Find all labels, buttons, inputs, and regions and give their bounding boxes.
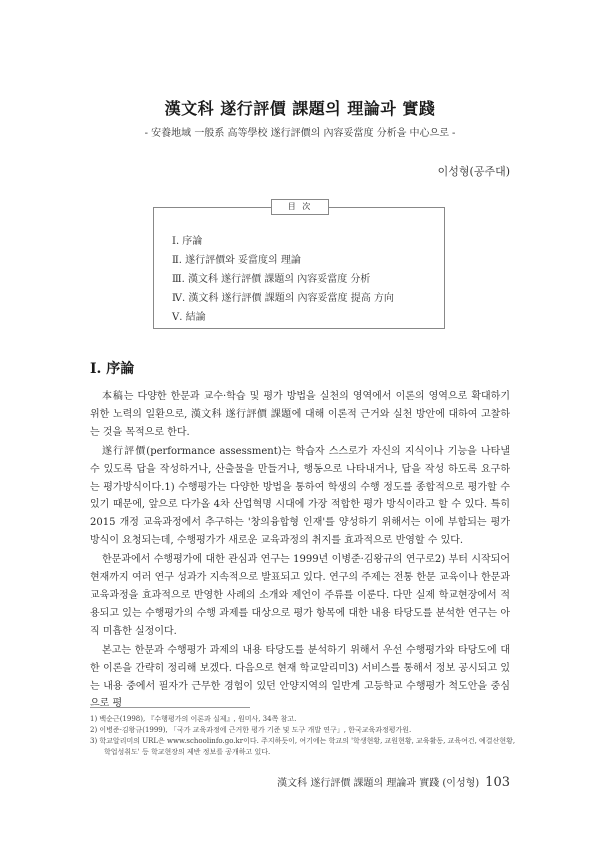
toc-item: Ⅲ. 漢文科 遂行評價 課題의 內容妥當度 分析 [172,274,371,285]
toc-item: Ⅴ. 結論 [172,312,206,323]
table-of-contents [153,202,445,329]
toc-item: Ⅳ. 漢文科 遂行評價 課題의 內容妥當度 提高 方向 [172,293,394,304]
paragraph: 한문과에서 수행평가에 대한 관심과 연구는 1999년 이병준·김왕규의 연구로2) 부터 시작되어 현재까지 여러 연구 성과가 지속적으로 발표되고 있다. 연구의 주제는 전통 한문 교육이나 한문과 교육과정을 효과적으로 반영한 사례의 소개와 제언이 주류를 이룬다. 다만 실제 학교현장에서 적용되고 있는 수행평가의 수행 과제를 대상으로 평가 항목에 대한 내용 타당도를 분석한 연구는 아직 미흡한 실정이다. [90,554,510,637]
footnotes [90,714,520,758]
footnote: 2) 이병준·김왕규(1999), 「국가 교육과정에 근거한 평가 기준 및 도구 개발 연구」, 한국교육과정평가원. [90,726,412,734]
footnote-divider [90,707,250,708]
running-title: 漢文科 遂行評價 課題의 理論과 實踐 (이성형) [277,778,480,789]
toc-list [172,232,394,327]
toc-heading: 目 次 [271,199,329,215]
body-text [90,388,510,714]
author-name: 이성형(공주대) [437,165,510,178]
toc-item: Ⅱ. 遂行評價와 妥當度의 理論 [172,255,301,266]
paragraph: 本稿는 다양한 한문과 교수·학습 및 평가 방법을 실천의 영역에서 이론의 영역으로 확대하기 위한 노력의 일환으로, 漢文科 遂行評價 課題에 대해 이론적 근거와 실천 방안에 대하여 고찰하는 것을 목적으로 한다. [90,391,510,438]
section-heading: Ⅰ. 序論 [90,361,135,377]
paper-title: 漢文科 遂行評價 課題의 理論과 實踐 [164,99,436,118]
toc-item: Ⅰ. 序論 [172,236,203,247]
footnote: 1) 백순근(1998), 『수행평가의 이론과 실제』, 원미사, 34쪽 참고. [90,715,297,723]
running-footer [277,774,510,790]
paragraph: 遂行評價(performance assessment)는 학습자 스스로가 자신의 지식이나 기능을 나타낼 수 있도록 답을 작성하거나, 산출물을 만들거나, 행동으로 나타내거나, 답을 작성 하도록 요구하는 평가방식이다.1) 수행평가는 다양한 방법을 통하여 학생의 수행 정도를 종합적으로 평가할 수 있기 때문에, 앞으로 다가올 4차 산업혁명 시대에 가장 적합한 평가 방식이라고 할 수 있다. 특히 2015 개정 교육과정에서 추구하는 '창의융합형 인재'를 양성하기 위해서는 이에 부합되는 평가방식이 요청되는데, 수행평가가 새로운 교육과정의 취지를 효과적으로 반영할 수 있다. [90,445,510,547]
paper-subtitle: - 安養地域 一般系 高等學校 遂行評價의 內容妥當度 分析을 中心으로 - [144,128,456,139]
paragraph: 본고는 한문과 수행평가 과제의 내용 타당도를 분석하기 위해서 우선 수행평가와 타당도에 대한 이론을 간략히 정리해 보겠다. 다음으로 현재 학교알리미3) 서비스를 통해서 정보 공시되고 있는 내용 중에서 필자가 근무한 경험이 있던 안양지역의 일반계 고등학교 수행평가 척도안을 중심으로 평 [90,644,510,710]
page-number: 103 [485,775,510,790]
footnote: 3) 학교알리미의 URL은 www.schoolinfo.go.kr이다. 주지하듯이, 여기에는 학교의 '학생현황, 교원현황, 교육활동, 교육여건, 예결산현황, 학업성취도' 등 학교현장의 제반 정보를 공개하고 있다. [90,737,516,756]
